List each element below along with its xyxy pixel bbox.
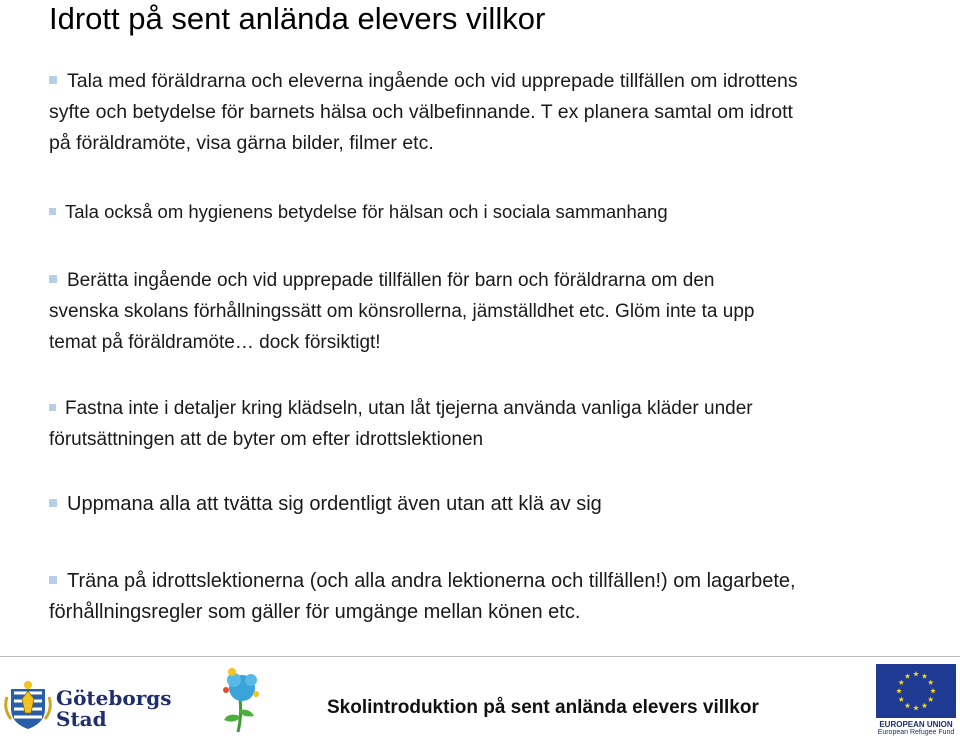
square-bullet-icon [49, 275, 57, 283]
square-bullet-icon [49, 404, 56, 411]
bullet-5-line-1: Uppmana alla att tvätta sig ordentligt även utan att klä av sig [49, 489, 602, 520]
bullet-6 [49, 566, 939, 628]
bullet-4 [49, 393, 939, 455]
bullet-3-line-1: Berätta ingående och vid upprepade tillfällen för barn och föräldrarna om den [49, 265, 939, 296]
square-bullet-icon [49, 76, 57, 84]
eu-flag-icon [876, 664, 956, 718]
flower-logo-icon [218, 668, 268, 734]
bullet-1-line-2: syfte och betydelse för barnets hälsa och välbefinnande. T ex planera samtal om idrott [49, 101, 793, 123]
bullet-6-line-2: förhållningsregler som gäller för umgänge mellan könen etc. [49, 601, 581, 623]
bullet-4-line-2: förutsättningen att de byter om efter idrottslektionen [49, 429, 484, 450]
eu-fund-label: European Refugee Fund [877, 729, 955, 736]
bullet-3-line-3: temat på föräldramöte… dock försiktigt! [49, 332, 381, 353]
bullet-4-line-1: Fastna inte i detaljer kring klädseln, utan låt tjejerna använda vanliga kläder under [49, 393, 939, 424]
bullet-2-line-1: Tala också om hygienens betydelse för hälsan och i sociala sammanhang [49, 196, 668, 227]
slide-title: Idrott på sent anlända elevers villkor [49, 1, 546, 36]
bullet-3-line-2: svenska skolans förhållningssätt om könsrollerna, jämställdhet etc. Glöm inte ta upp [49, 301, 755, 322]
square-bullet-icon [49, 576, 57, 584]
square-bullet-icon [49, 499, 57, 507]
footer-divider [0, 656, 960, 657]
bullet-3 [49, 265, 939, 358]
bullet-6-line-1: Träna på idrottslektionerna (och alla andra lektionerna och tillfällen!) om lagarbete, [49, 566, 939, 597]
eu-logo [876, 664, 956, 736]
bullet-2 [49, 196, 668, 227]
goteborgs-stad-wordmark: Göteborgs Stad [56, 686, 172, 731]
square-bullet-icon [49, 208, 56, 215]
bullet-1-line-3: på föräldramöte, visa gärna bilder, filmer etc. [49, 132, 434, 154]
bullet-5 [49, 489, 602, 520]
bullet-1-line-1: Tala med föräldrarna och eleverna ingående och vid upprepade tillfällen om idrottens [49, 66, 939, 97]
footer-title: Skolintroduktion på sent anlända elevers villkor [327, 697, 759, 718]
goteborgs-crest-icon [3, 679, 53, 731]
eu-label: EUROPEAN UNION [879, 720, 953, 729]
bullet-1 [49, 66, 939, 159]
